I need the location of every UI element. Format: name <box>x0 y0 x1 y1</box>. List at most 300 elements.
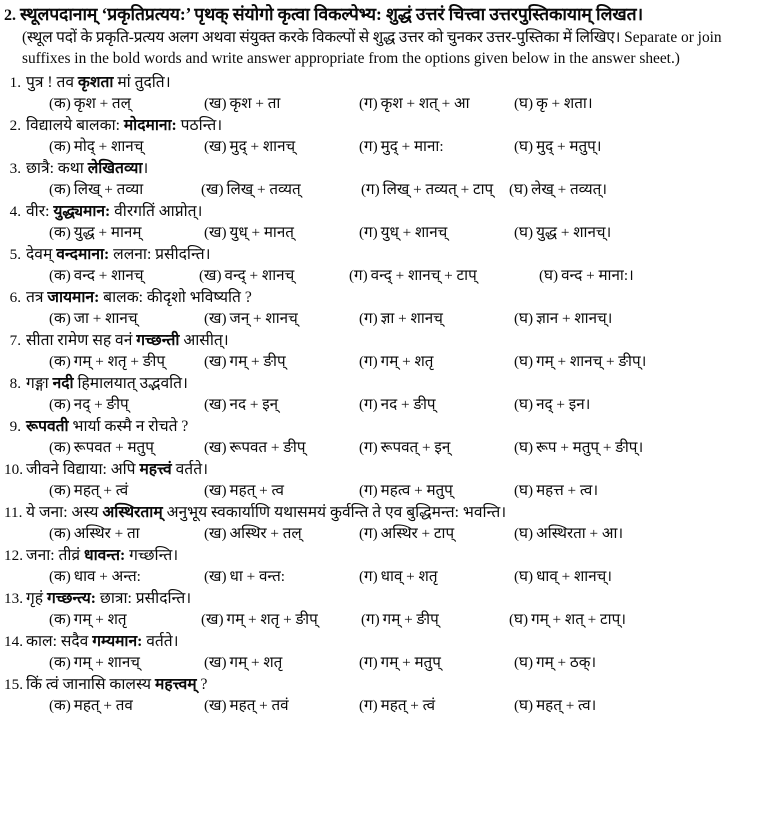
option-kha[interactable] <box>204 137 359 156</box>
option-value: गम् + शानच् + ङीप्। <box>536 352 647 370</box>
option-row <box>4 395 767 417</box>
option-kha[interactable] <box>199 266 349 285</box>
option-value: लिख् + तव्यत् <box>226 180 301 198</box>
option-key: (घ) <box>514 352 534 370</box>
option-key: (ख) <box>201 610 224 628</box>
option-row <box>4 696 767 718</box>
question-item <box>4 503 767 546</box>
question-text <box>26 245 211 265</box>
option-kha[interactable] <box>204 696 359 715</box>
option-ga[interactable] <box>361 610 509 629</box>
option-key: (घ) <box>514 309 534 327</box>
question-number: 5. <box>9 245 21 263</box>
question-text <box>26 546 178 566</box>
option-value: महत् + त्वं <box>73 481 129 499</box>
bold-word: मोदमाना: <box>123 116 177 134</box>
question-text-before: गङ्गा <box>26 374 53 392</box>
option-key: (घ) <box>514 696 534 714</box>
option-ka[interactable] <box>49 395 204 414</box>
option-value: युद्ध + मानम् <box>73 223 142 241</box>
option-value: वन्द + शानच् <box>73 266 144 284</box>
option-gha[interactable] <box>509 610 626 629</box>
option-value: रूपवत् + इन् <box>380 438 451 456</box>
option-key: (क) <box>49 567 71 585</box>
option-row <box>4 610 767 632</box>
option-row <box>4 94 767 116</box>
question-text-after: गच्छन्ति। <box>125 546 179 564</box>
question-item <box>4 460 767 503</box>
bold-word: महत्त्वम् <box>155 675 197 693</box>
option-kha[interactable] <box>204 438 359 457</box>
question-item <box>4 374 767 417</box>
option-row <box>4 137 767 159</box>
option-key: (ख) <box>201 180 224 198</box>
exercise-number: 2. <box>4 7 16 24</box>
option-value: कृ + शता। <box>536 94 593 112</box>
bold-word: लेखितव्या <box>87 159 143 177</box>
option-value: युद्ध + शानच्। <box>536 223 612 241</box>
question-text <box>26 460 208 480</box>
option-key: (ख) <box>204 567 227 585</box>
option-key: (क) <box>49 223 71 241</box>
option-value: रूप + मतुप् + ङीप्। <box>536 438 644 456</box>
option-key: (घ) <box>514 438 534 456</box>
option-row <box>4 653 767 675</box>
question-text-before: तत्र <box>26 288 48 306</box>
question-number: 3. <box>9 159 21 177</box>
option-ka[interactable] <box>49 266 199 285</box>
option-value: मुद् + मतुप्। <box>536 137 602 155</box>
option-value: मोद् + शानच् <box>73 137 144 155</box>
question-text-before: सीता रामेण सह वनं <box>26 331 137 349</box>
option-key: (ग) <box>359 481 378 499</box>
option-key: (ख) <box>204 438 227 456</box>
option-value: गम् + शतृ <box>380 352 434 370</box>
option-key: (ग) <box>361 180 380 198</box>
option-ga[interactable] <box>359 395 514 414</box>
option-kha[interactable] <box>204 524 359 543</box>
option-value: लेख् + तव्यत्। <box>531 180 608 198</box>
question-statement <box>4 331 767 352</box>
question-statement <box>4 288 767 309</box>
option-value: मुद् + शानच् <box>229 137 296 155</box>
question-item <box>4 331 767 374</box>
question-text-before: देवम् <box>26 245 57 263</box>
bold-word: गम्यमान: <box>92 632 143 650</box>
question-text-after: छात्रा: प्रसीदन्ति। <box>96 589 192 607</box>
option-key: (ख) <box>204 309 227 327</box>
question-item <box>4 417 767 460</box>
option-key: (ग) <box>349 266 368 284</box>
option-ka[interactable] <box>49 223 204 242</box>
option-key: (क) <box>49 610 71 628</box>
question-text <box>26 331 229 351</box>
question-statement <box>4 675 767 696</box>
option-gha[interactable] <box>514 223 611 242</box>
option-value: युध् + शानच् <box>380 223 448 241</box>
bold-word: कृशता <box>77 73 114 91</box>
option-key: (ग) <box>361 610 380 628</box>
question-number: 10. <box>4 460 23 478</box>
option-ga[interactable] <box>349 266 539 285</box>
option-value: ज्ञा + शानच् <box>380 309 443 327</box>
question-number: 11. <box>4 503 23 521</box>
option-value: गम् + शत् + टाप्। <box>531 610 626 628</box>
option-value: गम् + ठक्। <box>536 653 597 671</box>
instruction-english: Separate or join suffixes in the bold words and write answer appropriate from the options given below in the answer sheet.) <box>22 29 722 68</box>
question-statement <box>4 73 767 94</box>
option-key: (ग) <box>359 567 378 585</box>
bold-word: महत्त्वं <box>139 460 172 478</box>
question-item <box>4 675 767 718</box>
option-key: (क) <box>49 696 71 714</box>
option-key: (क) <box>49 309 71 327</box>
option-key: (घ) <box>514 94 534 112</box>
question-text <box>26 417 188 437</box>
option-value: गम् + शानच् <box>73 653 140 671</box>
option-value: ज्ञान + शानच्। <box>536 309 613 327</box>
option-gha[interactable] <box>514 438 643 457</box>
question-text <box>26 374 188 394</box>
question-text-before: वीर: <box>26 202 54 220</box>
option-kha[interactable] <box>204 395 359 414</box>
option-kha[interactable] <box>204 567 359 586</box>
option-value: अस्थिर + टाप् <box>380 524 455 542</box>
option-row <box>4 352 767 374</box>
option-key: (ख) <box>199 266 222 284</box>
question-text <box>26 73 171 93</box>
option-ka[interactable] <box>49 137 204 156</box>
option-key: (ग) <box>359 653 378 671</box>
option-ka[interactable] <box>49 696 204 715</box>
option-row <box>4 481 767 503</box>
option-key: (क) <box>49 481 71 499</box>
exercise-title-sanskrit: स्थूलपदानाम् ‘प्रकृतिप्रत्यय:’ पृथक् संयोगो कृत्वा विकल्पेभ्य: शुद्धं उत्तरं चित्त्वा उत्तरपुस्तिकायाम् लिखत। <box>20 4 643 24</box>
question-statement <box>4 632 767 653</box>
option-gha[interactable] <box>514 567 612 586</box>
question-text <box>26 503 506 523</box>
question-statement <box>4 245 767 266</box>
question-text-before: जीवने विद्याया: अपि <box>26 460 140 478</box>
option-value: धा + वन्त: <box>229 567 285 585</box>
option-key: (ख) <box>204 352 227 370</box>
instruction-hindi: (स्थूल पदों के प्रकृति-प्रत्यय अलग अथवा संयुक्त करके विकल्पों से शुद्ध उत्तर को चुनकर उत्तर-पुस्तिका में लिखिए। <box>22 29 621 47</box>
question-statement <box>4 159 767 180</box>
option-key: (क) <box>49 653 71 671</box>
option-key: (क) <box>49 352 71 370</box>
option-value: अस्थिर + ता <box>73 524 140 542</box>
question-number: 4. <box>9 202 21 220</box>
question-text <box>26 675 207 695</box>
option-key: (ग) <box>359 395 378 413</box>
question-text-before: काल: सदैव <box>26 632 93 650</box>
option-value: गम् + ङीप् <box>229 352 286 370</box>
option-ga[interactable] <box>359 352 514 371</box>
option-value: युध् + मानत् <box>229 223 294 241</box>
option-key: (ख) <box>204 696 227 714</box>
option-row <box>4 567 767 589</box>
option-kha[interactable] <box>201 610 361 629</box>
option-gha[interactable] <box>514 94 593 113</box>
question-item <box>4 589 767 632</box>
option-value: धाव + अन्त: <box>73 567 141 585</box>
question-item <box>4 159 767 202</box>
option-row <box>4 438 767 460</box>
question-text <box>26 632 179 652</box>
question-text-before: गृहं <box>26 589 47 607</box>
option-gha[interactable] <box>539 266 634 285</box>
option-gha[interactable] <box>514 653 596 672</box>
option-value: कृश + ता <box>229 94 281 112</box>
option-gha[interactable] <box>509 180 607 199</box>
question-number: 12. <box>4 546 23 564</box>
option-kha[interactable] <box>204 481 359 500</box>
question-item <box>4 202 767 245</box>
option-value: नद् + ङीप् <box>73 395 129 413</box>
option-key: (ग) <box>359 438 378 456</box>
option-key: (घ) <box>514 481 534 499</box>
question-text-after: अनुभूय स्वकार्याणि यथासमयं कुर्वन्ति ते एव बुद्धिमन्त: भवन्ति। <box>162 503 507 521</box>
option-ka[interactable] <box>49 481 204 500</box>
question-text-before: जना: तीव्रं <box>26 546 84 564</box>
option-value: नद + इन् <box>229 395 279 413</box>
question-text-after: वर्तते। <box>142 632 179 650</box>
option-ga[interactable] <box>359 94 514 113</box>
option-key: (ख) <box>204 395 227 413</box>
bold-word: गच्छन्ती <box>136 331 180 349</box>
option-ga[interactable] <box>359 567 514 586</box>
option-key: (ख) <box>204 481 227 499</box>
option-value: गम् + मतुप् <box>380 653 441 671</box>
question-text-before: पुत्र ! तव <box>26 73 78 91</box>
option-kha[interactable] <box>204 309 359 328</box>
option-gha[interactable] <box>514 524 623 543</box>
option-key: (घ) <box>509 180 529 198</box>
option-ga[interactable] <box>359 438 514 457</box>
option-value: महत् + त्व। <box>536 696 597 714</box>
option-key: (क) <box>49 180 71 198</box>
option-kha[interactable] <box>204 653 359 672</box>
option-gha[interactable] <box>514 395 590 414</box>
bold-word: धावन्त: <box>84 546 126 564</box>
option-row <box>4 524 767 546</box>
option-gha[interactable] <box>514 137 602 156</box>
option-gha[interactable] <box>514 352 646 371</box>
option-key: (ग) <box>359 94 378 112</box>
option-key: (क) <box>49 395 71 413</box>
question-item <box>4 288 767 331</box>
option-key: (क) <box>49 438 71 456</box>
option-value: कृश + तल् <box>73 94 131 112</box>
option-ka[interactable] <box>49 309 204 328</box>
option-gha[interactable] <box>514 696 596 715</box>
option-value: महत्व + मतुप् <box>380 481 453 499</box>
question-text <box>26 589 191 609</box>
option-ka[interactable] <box>49 567 204 586</box>
option-ga[interactable] <box>359 481 514 500</box>
option-ga[interactable] <box>359 137 514 156</box>
option-value: वन्द + माना:। <box>561 266 634 284</box>
option-key: (क) <box>49 137 71 155</box>
option-value: गम् + शतृ <box>229 653 283 671</box>
option-value: गम् + ङीप् <box>382 610 439 628</box>
question-number: 7. <box>9 331 21 349</box>
option-row <box>4 309 767 331</box>
question-statement <box>4 503 767 524</box>
option-ka[interactable] <box>49 653 204 672</box>
option-ga[interactable] <box>359 223 514 242</box>
question-text-before: विद्यालये बालका: <box>26 116 124 134</box>
question-number: 13. <box>4 589 23 607</box>
option-ga[interactable] <box>359 653 514 672</box>
option-key: (ग) <box>359 352 378 370</box>
exercise-instructions <box>4 28 761 70</box>
option-value: महत् + त्वं <box>380 696 436 714</box>
question-item <box>4 116 767 159</box>
question-text-before: किं त्वं जानासि कालस्य <box>26 675 155 693</box>
option-value: नद् + इन। <box>536 395 591 413</box>
option-row <box>4 223 767 245</box>
option-value: गम् + शतृ <box>73 610 127 628</box>
question-number: 1. <box>9 73 21 91</box>
option-key: (घ) <box>514 524 534 542</box>
option-ka[interactable] <box>49 180 201 199</box>
option-value: महत् + त्व <box>229 481 284 499</box>
question-item <box>4 546 767 589</box>
option-key: (ख) <box>204 94 227 112</box>
option-value: महत् + तव <box>73 696 133 714</box>
option-ga[interactable] <box>361 180 509 199</box>
option-kha[interactable] <box>204 223 359 242</box>
question-item <box>4 632 767 675</box>
option-gha[interactable] <box>514 309 612 328</box>
option-ka[interactable] <box>49 524 204 543</box>
option-value: रूपवत + मतुप् <box>73 438 154 456</box>
question-text-before: ये जना: अस्य <box>26 503 103 521</box>
option-key: (घ) <box>509 610 529 628</box>
option-ka[interactable] <box>49 610 201 629</box>
option-value: वन्द् + शानच् + टाप् <box>370 266 477 284</box>
option-value: गम् + शतृ + ङीप् <box>73 352 165 370</box>
question-statement <box>4 546 767 567</box>
option-ka[interactable] <box>49 438 204 457</box>
question-text-after: भार्या कस्मै न रोचते ? <box>68 417 189 435</box>
bold-word: नदी <box>52 374 74 392</box>
option-key: (क) <box>49 524 71 542</box>
option-row <box>4 180 767 202</box>
question-text-after: आसीत्। <box>179 331 229 349</box>
option-key: (घ) <box>539 266 559 284</box>
option-value: लिख् + तव्या <box>73 180 144 198</box>
question-statement <box>4 374 767 395</box>
question-item <box>4 73 767 116</box>
question-statement <box>4 116 767 137</box>
option-key: (घ) <box>514 137 534 155</box>
question-number: 8. <box>9 374 21 392</box>
option-key: (ख) <box>204 223 227 241</box>
question-text-after: पठन्ति। <box>176 116 223 134</box>
option-value: कृश + शत् + आ <box>380 94 470 112</box>
bold-word: गच्छन्त्य: <box>46 589 96 607</box>
option-value: धाव् + शानच्। <box>536 567 613 585</box>
option-key: (घ) <box>514 567 534 585</box>
option-ka[interactable] <box>49 352 204 371</box>
option-key: (ग) <box>359 309 378 327</box>
option-value: जन् + शानच् <box>229 309 298 327</box>
question-list <box>0 73 767 718</box>
question-item <box>4 245 767 288</box>
bold-word: अस्थिरताम् <box>102 503 163 521</box>
option-value: धाव् + शतृ <box>380 567 438 585</box>
option-value: अस्थिर + तल् <box>229 524 302 542</box>
option-ga[interactable] <box>359 524 514 543</box>
question-text-after: बालक: कीदृशो भविष्यति ? <box>99 288 252 306</box>
bold-word: वन्दमाना: <box>56 245 110 263</box>
option-row <box>4 266 767 288</box>
question-statement <box>4 202 767 223</box>
option-value: लिख् + तव्यत् + टाप् <box>382 180 494 198</box>
option-key: (घ) <box>514 653 534 671</box>
option-ga[interactable] <box>359 696 514 715</box>
question-number: 14. <box>4 632 23 650</box>
option-key: (घ) <box>514 223 534 241</box>
option-key: (क) <box>49 94 71 112</box>
question-text <box>26 288 252 308</box>
question-statement <box>4 460 767 481</box>
option-value: रूपवत + ङीप् <box>229 438 306 456</box>
option-key: (ख) <box>204 524 227 542</box>
option-kha[interactable] <box>201 180 361 199</box>
option-ga[interactable] <box>359 309 514 328</box>
option-key: (ग) <box>359 524 378 542</box>
option-value: महत्त + त्व। <box>536 481 599 499</box>
option-key: (ख) <box>204 653 227 671</box>
option-key: (क) <box>49 266 71 284</box>
option-key: (घ) <box>514 395 534 413</box>
option-value: मुद् + माना: <box>380 137 444 155</box>
option-kha[interactable] <box>204 94 359 113</box>
question-text-after: हिमालयात् उद्भवति। <box>73 374 188 392</box>
question-text-after: । <box>142 159 149 177</box>
exercise-title-line <box>4 3 761 26</box>
option-value: वन्द् + शानच् <box>224 266 295 284</box>
option-ka[interactable] <box>49 94 204 113</box>
option-gha[interactable] <box>514 481 598 500</box>
question-text-after: वीरगतिं आप्नोत्। <box>110 202 203 220</box>
question-text <box>26 159 148 179</box>
question-number: 2. <box>9 116 21 134</box>
option-value: महत् + तवं <box>229 696 289 714</box>
question-text <box>26 116 222 136</box>
option-kha[interactable] <box>204 352 359 371</box>
option-key: (ग) <box>359 137 378 155</box>
bold-word: जायमान: <box>47 288 100 306</box>
question-statement <box>4 417 767 438</box>
question-text-after: ललना: प्रसीदन्ति। <box>109 245 211 263</box>
option-value: अस्थिरता + आ। <box>536 524 624 542</box>
question-number: 6. <box>9 288 21 306</box>
option-value: जा + शानच् <box>73 309 138 327</box>
question-number: 9. <box>9 417 21 435</box>
option-key: (ग) <box>359 223 378 241</box>
bold-word: रूपवती <box>26 417 69 435</box>
question-text-after: वर्तते। <box>171 460 208 478</box>
option-key: (ग) <box>359 696 378 714</box>
bold-word: युद्ध्यमान: <box>53 202 111 220</box>
question-text-after: मां तुदति। <box>113 73 171 91</box>
option-value: नद + ङीप् <box>380 395 436 413</box>
question-number: 15. <box>4 675 23 693</box>
